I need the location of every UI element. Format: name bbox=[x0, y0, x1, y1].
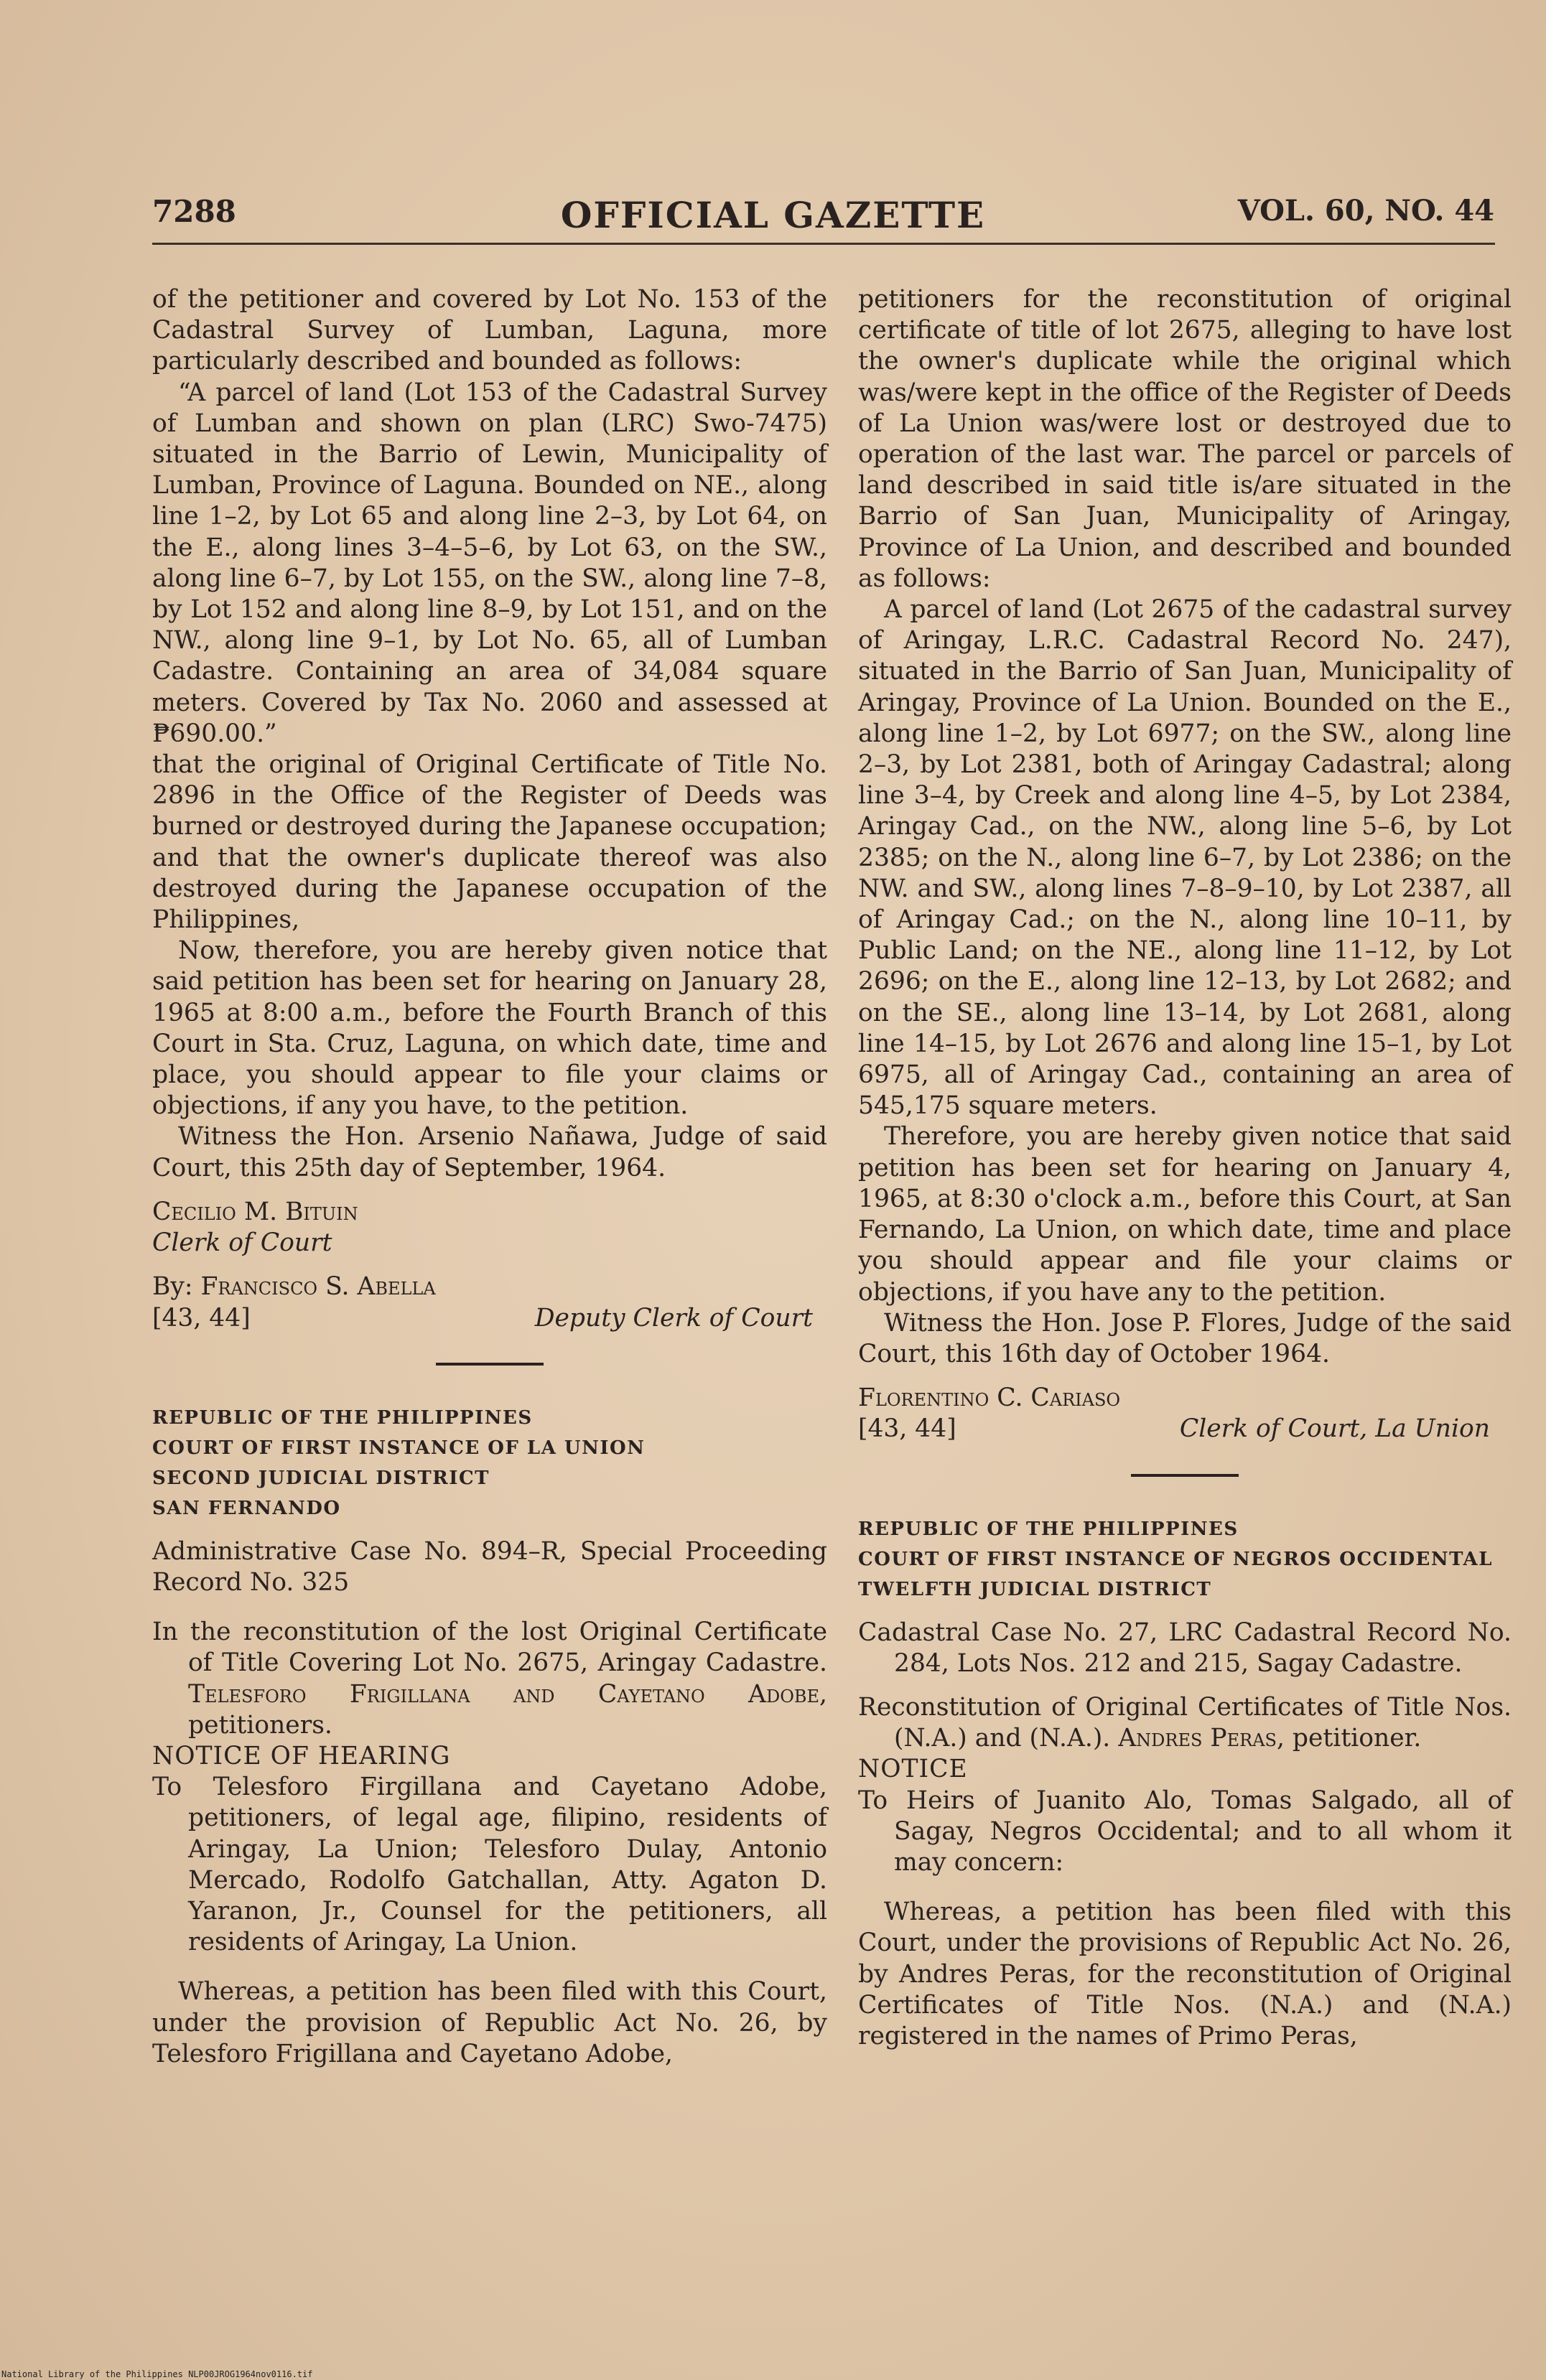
header-rule bbox=[152, 243, 1495, 245]
land-description: “A parcel of land (Lot 153 of the Cadastral Survey of Lumban and shown on plan (LRC) Swo-7475) situated in the Barrio of Lewin, Municipality of Lumban, Province of Laguna. Bounded on NE., along line 1–2, by Lot 65 and along line 2–3, by Lot 64, on the E., along lines 3–4–5–6, by Lot 63, on the SW., along line 6–7, by Lot 155, on the SW., along line 7–8, by Lot 152 and along line 8–9, by Lot 151, and on the NW., along line 9–1, by Lot No. 65, all of Lumban Cadastre. Containing an area of 34,084 square meters. Covered by Tax No. 2060 and assessed at ₱690.00.” bbox=[152, 378, 827, 748]
left-column bbox=[152, 284, 827, 2070]
case-title-end: petitioner. bbox=[1292, 1724, 1422, 1753]
section-divider bbox=[436, 1363, 544, 1366]
notice-heading: NOTICE bbox=[858, 1755, 968, 1784]
signature-row bbox=[858, 1414, 1512, 1445]
paragraph: Now, therefore, you are hereby given notice that said petition has been set for hearing on January 28, 1965 at 8:00 a.m., before the Fourth Branch of this Court in Sta. Cruz, Laguna, on which date, time and place, you should appear to file your claims or objections, if any you have, to the petition. bbox=[152, 936, 827, 1121]
signature-row bbox=[152, 1303, 827, 1334]
signer-title: Clerk of Court bbox=[152, 1228, 332, 1258]
paragraph: of the petitioner and covered by Lot No. 153 of the Cadastral Survey of Lumban, Laguna, more particularly described and bounded as follows: bbox=[152, 285, 827, 376]
caption-line: COURT OF FIRST INSTANCE OF NEGROS OCCIDENTAL bbox=[858, 1548, 1493, 1570]
issue-reference: [43, 44] bbox=[152, 1303, 251, 1333]
petitioner-names: Andres Peras, bbox=[1118, 1724, 1285, 1753]
case-number: Cadastral Case No. 27, LRC Cadastral Record No. 284, Lots Nos. 212 and 215, Sagay Cadastre. bbox=[858, 1618, 1512, 1678]
witness-paragraph: Witness the Hon. Arsenio Nañawa, Judge of said Court, this 25th day of September, 1964. bbox=[152, 1122, 827, 1182]
signature-name bbox=[152, 1271, 827, 1302]
case-number: Administrative Case No. 894–R, Special Proceeding Record No. 325 bbox=[152, 1536, 827, 1597]
addressee-paragraph: To Telesforo Firgillana and Cayetano Adobe, petitioners, of legal age, filipino, residents of Aringay, La Union; Telesforo Dulay, Antonio Mercado, Rodolfo Gatchallan, Atty. Agaton D. Yaranon, Jr., Counsel for the petitioners, all residents of Aringay, La Union. bbox=[152, 1773, 827, 1957]
land-description: A parcel of land (Lot 2675 of the cadastral survey of Aringay, L.R.C. Cadastral Record No. 247), situated in the Barrio of San Juan, Municipality of Aringay, Province of La Union. Bounded on the E., along line 1–2, by Lot 6977; on the SW., along line 2–3, by Lot 2381, both of Aringay Cadastral; along line 3–4, by Creek and along line 4–5, by Lot 2384, Aringay Cad., on the NW., along line 5–6, by Lot 2385; on the N., along line 6–7, by Lot 2386; on the NW. and SW., along lines 7–8–9–10, by Lot 2387, all of Aringay Cad.; on the N., along line 10–11, by Public Land; on the NE., along line 11–12, by Lot 2696; on the E., along line 12–13, by Lot 2682; and on the SE., along line 13–14, by Lot 2681, along line 14–15, by Lot 2676 and along line 15–1, by Lot 6975, all of Aringay Cad., containing an area of 545,175 square meters. bbox=[858, 595, 1512, 1121]
scan-footer: National Library of the Philippines NLP00JROG1964nov0116.tif bbox=[1, 2369, 313, 2379]
signer-title: Deputy Clerk of Court bbox=[534, 1303, 813, 1333]
signature-title bbox=[152, 1228, 827, 1259]
issue-reference: [43, 44] bbox=[858, 1414, 956, 1444]
caption-line: REPUBLIC OF THE PHILIPPINES bbox=[858, 1518, 1239, 1540]
caption-line: REPUBLIC OF THE PHILIPPINES bbox=[152, 1406, 533, 1429]
volume-number: VOL. 60, NO. 44 bbox=[1237, 194, 1494, 228]
section-divider bbox=[1131, 1474, 1239, 1477]
caption-line: TWELFTH JUDICIAL DISTRICT bbox=[858, 1578, 1212, 1600]
page-number: 7288 bbox=[152, 194, 236, 229]
caption-line: COURT OF FIRST INSTANCE OF LA UNION bbox=[152, 1437, 646, 1459]
case-title bbox=[152, 1617, 827, 1741]
signature-name bbox=[858, 1383, 1512, 1414]
signer-title: Clerk of Court, La Union bbox=[1179, 1414, 1490, 1444]
paragraph: Whereas, a petition has been filed with this Court, under the provisions of Republic Act No. 26, by Andres Peras, for the reconstitution of Original Certificates of Title Nos. (N.A.) and (N.A.) registered in the names of Primo Peras, bbox=[858, 1898, 1512, 2050]
witness-paragraph: Witness the Hon. Jose P. Flores, Judge of the said Court, this 16th day of October 1964. bbox=[858, 1308, 1512, 1368]
signer-name: Cecilio M. Bituin bbox=[152, 1197, 358, 1226]
petitioner-names: Telesforo Frigillana and Cayetano Adobe, bbox=[188, 1679, 827, 1709]
publication-title: OFFICIAL GAZETTE bbox=[560, 194, 986, 236]
signer-name: Florentino C. Cariaso bbox=[858, 1383, 1121, 1413]
right-column bbox=[858, 284, 1512, 2052]
signer-name: Francisco S. Abella bbox=[200, 1272, 436, 1302]
addressee-paragraph: To Heirs of Juanito Alo, Tomas Salgado, all of Sagay, Negros Occidental; and to all whom it may concern: bbox=[858, 1786, 1512, 1877]
signature-by: By: bbox=[152, 1272, 193, 1302]
case-title-end: petitioners. bbox=[188, 1710, 332, 1740]
caption-line: SAN FERNANDO bbox=[152, 1497, 341, 1519]
paragraph: Therefore, you are hereby given notice that said petition has been set for hearing on January 4, 1965, at 8:30 o'clock a.m., before this Court, at San Fernando, La Union, on which date, time and place you should appear and file your claims or objections, if you have any to the petition. bbox=[858, 1122, 1512, 1307]
case-title bbox=[858, 1692, 1512, 1754]
case-title-text: In the reconstitution of the lost Original Certificate of Title Covering Lot No. 2675, Aringay Cadastre. bbox=[152, 1618, 827, 1678]
notice-heading: NOTICE OF HEARING bbox=[152, 1741, 451, 1770]
paragraph: Whereas, a petition has been filed with this Court, under the provision of Republic Act No. 26, by Telesforo Frigillana and Cayetano Adobe, bbox=[152, 1977, 827, 2068]
paragraph: that the original of Original Certificate of Title No. 2896 in the Office of the Register of Deeds was burned or destroyed during the Japanese occupation; and that the owner's duplicate thereof was also destroyed during the Japanese occupation of the Philippines, bbox=[152, 750, 827, 935]
signature-name bbox=[152, 1197, 827, 1228]
paragraph: petitioners for the reconstitution of original certificate of title of lot 2675, alleging to have lost the owner's duplicate while the original which was/were kept in the office of the Register of Deeds of La Union was/were lost or destroyed due to operation of the last war. The parcel or parcels of land described in said title is/are situated in the Barrio of San Juan, Municipality of Aringay, Province of La Union, and described and bounded as follows: bbox=[858, 285, 1512, 593]
case-title-text: Reconstitution of Original Certificates of Title Nos. (N.A.) and (N.A.). bbox=[858, 1692, 1512, 1753]
caption-line: SECOND JUDICIAL DISTRICT bbox=[152, 1467, 490, 1489]
